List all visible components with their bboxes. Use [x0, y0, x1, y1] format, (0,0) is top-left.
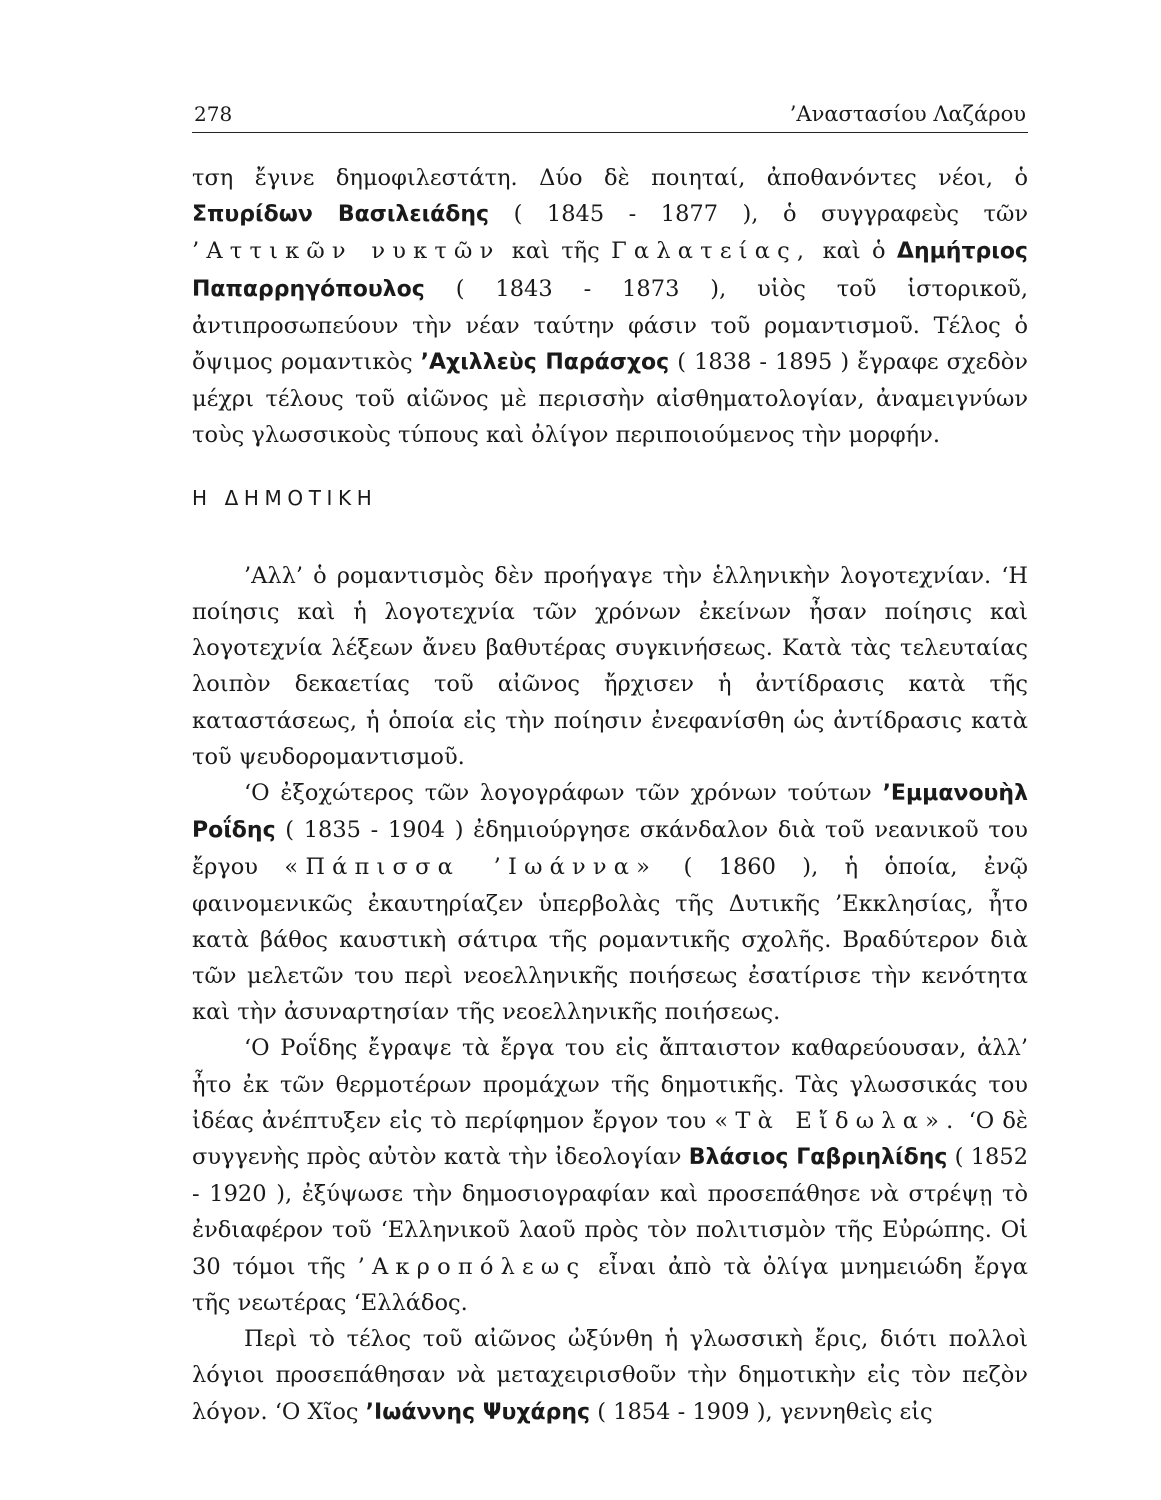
- name-paraschos: ’Αχιλλεὺς Παράσχος: [420, 350, 670, 376]
- name-vasileiadis: Σπυρίδων Βασιλειάδης: [192, 202, 490, 228]
- paragraph-psycharis: Περὶ τὸ τέλος τοῦ αἰῶνος ὠξύνθη ἡ γλωσσικὴ ἔρις, διότι πολλοὶ λόγιοι προσεπάθησαν νὰ μεταχειρισθοῦν τὴν δημοτικὴν εἰς τὸν πεζὸν λόγον. ‘Ο Χῖος ’Ιωάννης Ψυχάρης ( 1854 - 1909 ), γεννηθεὶς εἰς: [192, 1326, 1028, 1425]
- work-title-galateias: Γαλατείας,: [611, 238, 812, 265]
- page-body: [192, 160, 1028, 1431]
- name-psycharis: ’Ιωάννης Ψυχάρης: [365, 1399, 591, 1425]
- paragraph-romantic-poets: τση ἔγινε δημοφιλεστάτη. Δύο δὲ ποιηταί, ἀποθανόντες νέοι, ὁ Σπυρίδων Βασιλειάδης ( 1845 - 1877 ), ὁ συγγραφεὺς τῶν ’Αττικῶν νυκτῶν καὶ τῆς Γαλατείας, καὶ ὁ Δημήτριος Παπαρρηγόπουλος ( 1843 - 1873 ), υἱὸς τοῦ ἱστορικοῦ, ἀντιπροσωπεύουν τὴν νέαν ταύτην φάσιν τοῦ ρομαντισμοῦ. Τέλος ὁ ὄψιμος ρομαντικὸς ’Αχιλλεὺς Παράσχος ( 1838 - 1895 ) ἔγραφε σχεδὸν μέχρι τέλους τοῦ αἰῶνος μὲ περισσὴν αἰσθηματολογίαν, ἀναμειγνύων τοὺς γλωσσικοὺς τύπους καὶ ὀλίγον περιποιούμενος τὴν μορφήν.: [192, 165, 1028, 449]
- paragraph-reaction: ’Αλλ’ ὁ ρομαντισμὸς δὲν προήγαγε τὴν ἑλληνικὴν λογοτεχνίαν. ‘Η ποίησις καὶ ἡ λογοτεχνία τῶν χρόνων ἐκείνων ἦσαν ποίησις καὶ λογοτεχνία λέξεων ἄνευ βαθυτέρας συγκινήσεως. Κατὰ τὰς τελευταίας λοιπὸν δεκαετίας τοῦ αἰῶνος ἤρχισεν ἡ ἀντίδρασις κατὰ τῆς καταστάσεως, ἡ ὁποία εἰς τὴν ποίησιν ἐνεφανίσθη ὡς ἀντίδρασις κατὰ τοῦ ψευδορομαντισμοῦ.: [192, 562, 1028, 770]
- work-title-papissa: «Πάπισσα ’Ιωάννα»: [284, 854, 658, 881]
- running-header: [192, 96, 1028, 133]
- paragraph-roidis: ‘Ο ἐξοχώτερος τῶν λογογράφων τῶν χρόνων τούτων ’Εμμανουὴλ Ροΐδης ( 1835 - 1904 ) ἐδημιούργησε σκάνδαλον διὰ τοῦ νεανικοῦ του ἔργου «Πάπισσα ’Ιωάννα» ( 1860 ), ἡ ὁποία, ἐνῷ φαινομενικῶς ἐκαυτηρίαζεν ὑπερβολὰς τῆς Δυτικῆς ’Εκκλησίας, ἦτο κατὰ βάθος καυστικὴ σάτιρα τῆς ρομαντικῆς σχολῆς. Βραδύτερον διὰ τῶν μελετῶν του περὶ νεοελληνικῆς ποιήσεως ἐσατίρισε τὴν κενότητα καὶ τὴν ἀσυναρτησίαν τῆς νεοελληνικῆς ποιήσεως.: [192, 780, 1028, 1026]
- paragraph-gavriilidis: ‘Ο Ροΐδης ἔγραψε τὰ ἔργα του εἰς ἄπταιστον καθαρεύουσαν, ἀλλ’ ἦτο ἐκ τῶν θερμοτέρων προμάχων τῆς δημοτικῆς. Τὰς γλωσσικάς του ἰδέας ἀνέπτυξεν εἰς τὸ περίφημον ἔργον του «Τὰ Εἴδωλα». ‘Ο δὲ συγγενὴς πρὸς αὐτὸν κατὰ τὴν ἰδεολογίαν Βλάσιος Γαβριηλίδης ( 1852 - 1920 ), ἐξύψωσε τὴν δημοσιογραφίαν καὶ προσεπάθησε νὰ στρέψῃ τὸ ἐνδιαφέρον τοῦ ‘Ελληνικοῦ λαοῦ πρὸς τὸν πολιτισμὸν τῆς Εὐρώπης. Οἱ 30 τόμοι τῆς ’Ακροπόλεως εἶναι ἀπὸ τὰ ὀλίγα μνημειώδη ἔργα τῆς νεωτέρας ‘Ελλάδος.: [192, 1035, 1029, 1316]
- work-title-attikon-nykton: ’Αττικῶν νυκτῶν: [192, 238, 501, 265]
- section-heading: Η ΔΗΜΟΤΙΚΗ: [192, 485, 378, 510]
- running-head-author: ’Αναστασίου Λαζάρου: [789, 102, 1026, 126]
- name-gavriilidis: Βλάσιος Γαβριηλίδης: [688, 1145, 948, 1171]
- name-roidis: ’Εμμανουὴλ Ροΐδης: [192, 781, 1028, 844]
- work-title-akropoleos: ’Ακροπόλεως: [357, 1253, 587, 1280]
- work-title-eidola: «Τὰ Εἴδωλα».: [714, 1107, 961, 1134]
- name-paparrigopoulos: Δημήτριος Παπαρρηγόπουλος: [192, 239, 1028, 302]
- page-number: 278: [194, 102, 233, 126]
